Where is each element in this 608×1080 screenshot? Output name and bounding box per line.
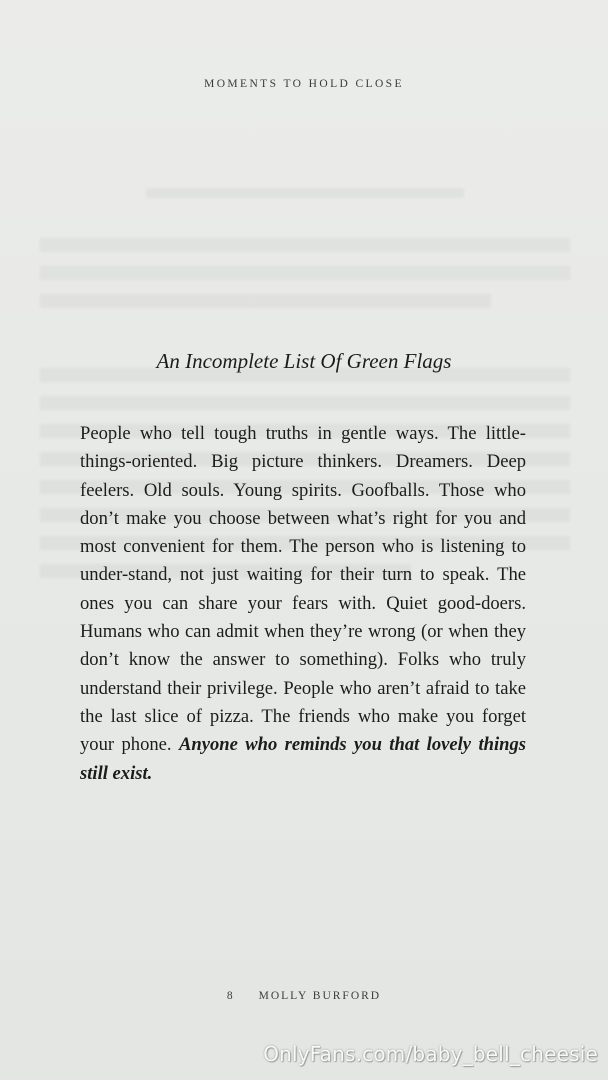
poem-body (80, 420, 526, 788)
poem-closing-line: Anyone who reminds you that lovely things still exist. (80, 734, 526, 784)
running-header: MOMENTS TO HOLD CLOSE (204, 78, 404, 90)
page-number: 8 (226, 990, 233, 1002)
author-name: MOLLY BURFORD (258, 990, 382, 1002)
watermark: OnlyFans.com/baby_bell_cheesie (263, 1042, 598, 1066)
poem-title: An Incomplete List Of Green Flags (156, 349, 452, 373)
poem-body-text: People who tell tough truths in gentle ways. The little-things-oriented. Big picture thinkers. Dreamers. Deep feelers. Old souls. Young spirits. Goofballs. Those who don’t make you choose between what’s right for you and most convenient for them. The person who is listening to under-stand, not just waiting for their turn to speak. The ones you can share your fears with. Quiet good-doers. Humans who can admit when they’re wrong (or when they don’t know the answer to something). Folks who truly understand their privilege. People who aren’t afraid to take the last slice of pizza. The friends who make you forget your phone. (80, 423, 526, 756)
page-footer (0, 990, 608, 1002)
